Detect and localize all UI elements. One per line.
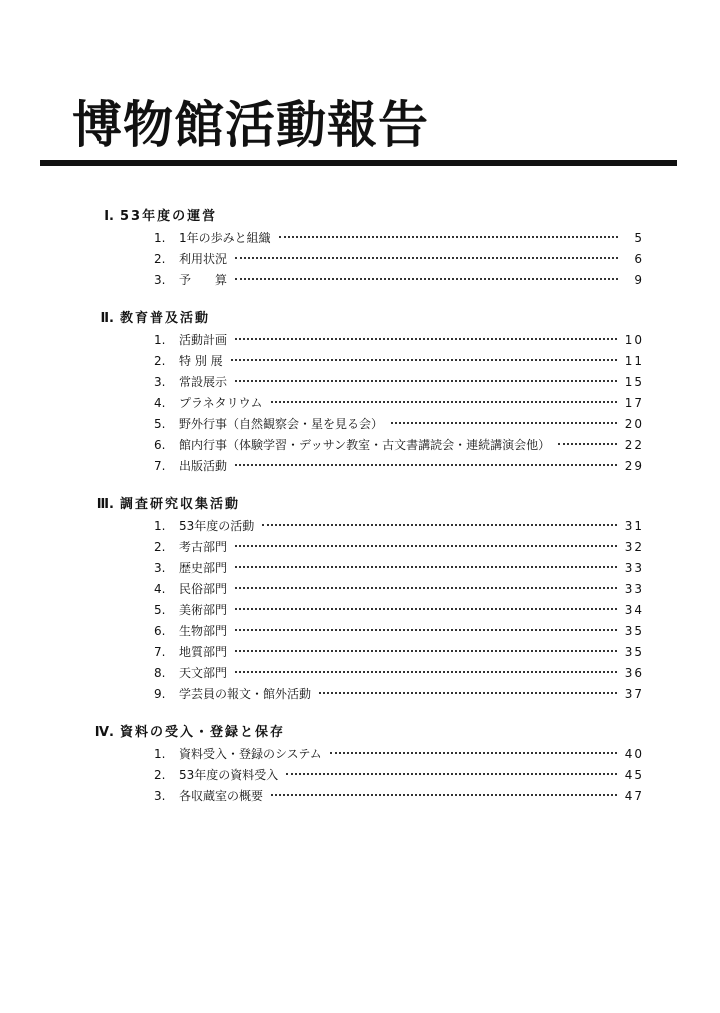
- entry-number: 5.: [154, 603, 166, 617]
- toc-entry: [0, 558, 720, 579]
- entry-title: 館内行事（体験学習・デッサン教室・古文書講読会・連続講演会他）: [179, 438, 551, 452]
- entry-page-number: 35: [624, 624, 644, 638]
- entry-title: 各収蔵室の概要: [179, 789, 264, 803]
- toc-entry: [0, 786, 720, 807]
- table-of-contents: [0, 206, 720, 824]
- toc-entry: [0, 516, 720, 537]
- toc-entry: [0, 663, 720, 684]
- dot-leader: [235, 464, 617, 466]
- entry-number: 8.: [154, 666, 166, 680]
- entry-page-number: 45: [624, 768, 644, 782]
- entry-number: 2.: [154, 252, 166, 266]
- entry-page-number: 33: [624, 561, 644, 575]
- entry-number: 4.: [154, 582, 166, 596]
- entry-number: 2.: [154, 354, 166, 368]
- entry-title: 天文部門: [179, 666, 228, 680]
- entry-number: 3.: [154, 273, 166, 287]
- section-title: 53年度の運営: [120, 209, 218, 224]
- page-title: 博物館活動報告: [72, 96, 429, 154]
- toc-section: [0, 308, 720, 477]
- toc-entry: [0, 684, 720, 705]
- dot-leader: [235, 380, 617, 382]
- toc-entry: [0, 642, 720, 663]
- toc-section: [0, 206, 720, 291]
- entry-title: 常設展示: [179, 375, 228, 389]
- section-title: 調査研究収集活動: [120, 497, 241, 512]
- entry-title: 53年度の資料受入: [179, 768, 279, 782]
- section-heading: [0, 206, 720, 228]
- toc-entry: [0, 249, 720, 270]
- toc-entry: [0, 228, 720, 249]
- entry-title: 美術部門: [179, 603, 228, 617]
- entry-number: 1.: [154, 333, 166, 347]
- entry-page-number: 20: [624, 417, 644, 431]
- toc-entry: [0, 765, 720, 786]
- section-heading: [0, 308, 720, 330]
- entry-title: 出版活動: [179, 459, 228, 473]
- section-heading: [0, 494, 720, 516]
- entry-page-number: 47: [624, 789, 644, 803]
- dot-leader: [330, 752, 617, 754]
- toc-entry: [0, 435, 720, 456]
- section-heading: [0, 722, 720, 744]
- dot-leader: [271, 794, 617, 796]
- dot-leader: [235, 629, 617, 631]
- toc-entry: [0, 537, 720, 558]
- toc-entry: [0, 621, 720, 642]
- entry-title: 学芸員の報文・館外活動: [179, 687, 312, 701]
- entry-page-number: 29: [624, 459, 644, 473]
- entry-number: 3.: [154, 789, 166, 803]
- entry-page-number: 15: [624, 375, 644, 389]
- entry-number: 9.: [154, 687, 166, 701]
- entry-page-number: 31: [624, 519, 644, 533]
- entry-page-number: 22: [624, 438, 644, 452]
- entry-title: プラネタリウム: [179, 396, 263, 410]
- toc-entry: [0, 456, 720, 477]
- entry-number: 6.: [154, 438, 166, 452]
- section-title: 資料の受入・登録と保存: [120, 725, 286, 740]
- dot-leader: [235, 278, 618, 280]
- entry-title: 53年度の活動: [179, 519, 255, 533]
- entry-number: 4.: [154, 396, 166, 410]
- entry-title: 利用状況: [179, 252, 228, 266]
- dot-leader: [319, 692, 617, 694]
- entry-number: 7.: [154, 459, 166, 473]
- entry-page-number: 10: [624, 333, 644, 347]
- entry-page-number: 33: [624, 582, 644, 596]
- toc-entry: [0, 579, 720, 600]
- toc-entry: [0, 600, 720, 621]
- entry-page-number: 34: [624, 603, 644, 617]
- entry-page-number: 32: [624, 540, 644, 554]
- dot-leader: [231, 359, 617, 361]
- dot-leader: [235, 566, 617, 568]
- dot-leader: [235, 608, 617, 610]
- toc-entry: [0, 744, 720, 765]
- entry-title: 考古部門: [179, 540, 228, 554]
- toc-entry: [0, 351, 720, 372]
- entry-page-number: 5: [634, 231, 644, 245]
- dot-leader: [271, 401, 617, 403]
- entry-page-number: 36: [624, 666, 644, 680]
- entry-title: 1年の歩みと組織: [179, 231, 271, 245]
- dot-leader: [391, 422, 617, 424]
- toc-section: [0, 494, 720, 705]
- entry-page-number: 35: [624, 645, 644, 659]
- toc-entry: [0, 270, 720, 291]
- dot-leader: [279, 236, 618, 238]
- entry-number: 3.: [154, 561, 166, 575]
- dot-leader: [235, 587, 617, 589]
- entry-page-number: 40: [624, 747, 644, 761]
- entry-number: 1.: [154, 231, 166, 245]
- dot-leader: [262, 524, 616, 526]
- entry-title: 地質部門: [179, 645, 228, 659]
- dot-leader: [235, 671, 617, 673]
- entry-page-number: 11: [624, 354, 644, 368]
- toc-entry: [0, 414, 720, 435]
- entry-title: 生物部門: [179, 624, 228, 638]
- section-title: 教育普及活動: [120, 311, 211, 326]
- entry-number: 2.: [154, 768, 166, 782]
- dot-leader: [286, 773, 616, 775]
- toc-entry: [0, 372, 720, 393]
- dot-leader: [235, 650, 617, 652]
- toc-section: [0, 722, 720, 807]
- title-rule: [40, 160, 677, 166]
- entry-title: 野外行事（自然観察会・星を見る会）: [179, 417, 384, 431]
- entry-number: 2.: [154, 540, 166, 554]
- entry-title: 歴史部門: [179, 561, 228, 575]
- section-number: Ⅱ.: [100, 311, 114, 326]
- dot-leader: [235, 338, 617, 340]
- entry-number: 1.: [154, 519, 166, 533]
- entry-title: 民俗部門: [179, 582, 228, 596]
- section-number: Ⅲ.: [96, 497, 114, 512]
- entry-page-number: 6: [634, 252, 644, 266]
- dot-leader: [235, 545, 617, 547]
- entry-title: 資料受入・登録のシステム: [179, 747, 322, 761]
- entry-title: 特 別 展: [179, 354, 223, 368]
- entry-page-number: 17: [624, 396, 644, 410]
- section-number: Ⅰ.: [104, 209, 114, 224]
- entry-page-number: 37: [624, 687, 644, 701]
- entry-number: 7.: [154, 645, 166, 659]
- entry-page-number: 9: [634, 273, 644, 287]
- section-number: Ⅳ.: [94, 725, 114, 740]
- entry-title: 活動計画: [179, 333, 228, 347]
- entry-number: 5.: [154, 417, 166, 431]
- dot-leader: [558, 443, 617, 445]
- dot-leader: [235, 257, 618, 259]
- toc-entry: [0, 330, 720, 351]
- entry-number: 3.: [154, 375, 166, 389]
- entry-number: 1.: [154, 747, 166, 761]
- toc-entry: [0, 393, 720, 414]
- entry-number: 6.: [154, 624, 166, 638]
- entry-title: 予 算: [179, 273, 228, 287]
